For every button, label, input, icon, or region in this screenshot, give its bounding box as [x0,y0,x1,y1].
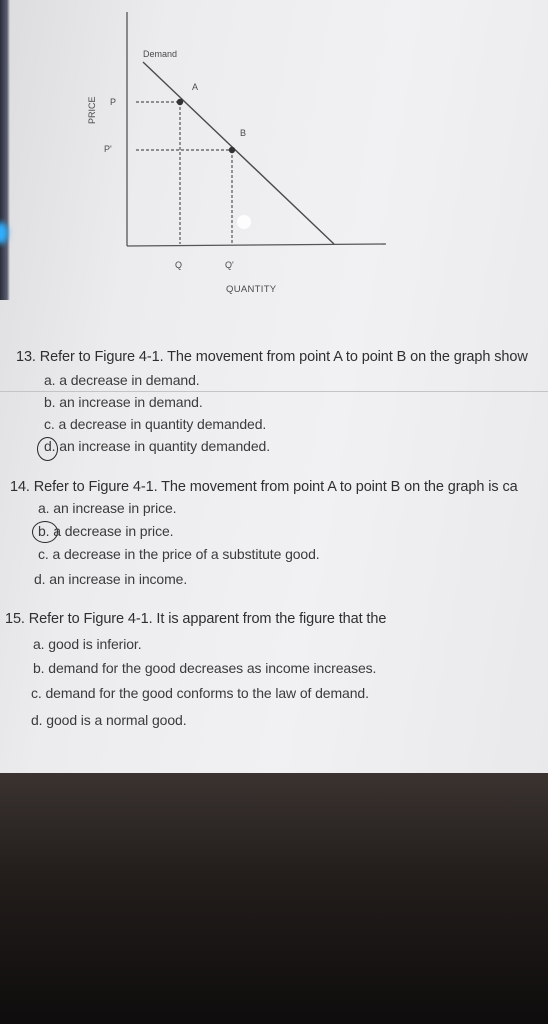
question-14-stem: 14. Refer to Figure 4-1. The movement from point A to point B on the graph is ca [10,479,518,495]
graph-title: Demand [143,49,178,59]
x-axis-label: QUANTITY [226,284,277,295]
quantity-q-label: Q [175,260,183,270]
question-13-option-d: d. an increase in quantity demanded. [44,438,270,454]
point-a-label: A [192,82,199,92]
dark-background [0,773,548,1024]
point-a [177,99,183,105]
x-axis [127,244,386,246]
question-13-answer-circle [37,437,58,461]
price-p-prime-label: P' [104,144,112,154]
question-15-option-d: d. good is a normal good. [31,712,187,728]
question-13-stem: 13. Refer to Figure 4-1. The movement from point A to point B on the graph show [16,349,528,365]
question-15-option-b: b. demand for the good decreases as income increases. [33,660,377,676]
quantity-q-prime-label: Q' [225,260,234,270]
demand-graph [0,0,548,300]
demand-curve [143,62,334,244]
question-15-stem: 15. Refer to Figure 4-1. It is apparent from the figure that the [5,611,387,627]
glare-spot [237,215,251,229]
question-15-option-c: c. demand for the good conforms to the law of demand. [31,685,369,701]
point-b-label: B [240,128,247,138]
question-15-option-a: a. good is inferior. [33,636,142,652]
question-14-option-d: d. an increase in income. [34,571,188,587]
question-13-option-a: a. a decrease in demand. [44,372,200,388]
fold-line [0,391,548,392]
price-p-label: P [110,97,117,107]
question-14-option-c: c. a decrease in the price of a substitute good. [38,546,320,562]
question-14-option-a: a. an increase in price. [38,500,177,516]
y-axis-label: PRICE [87,96,97,124]
question-13-option-b: b. an increase in demand. [44,394,203,410]
question-14-option-b: b. a decrease in price. [38,523,174,539]
question-13-option-c: c. a decrease in quantity demanded. [44,416,267,432]
question-14-answer-circle [32,521,58,543]
point-b [229,147,235,153]
